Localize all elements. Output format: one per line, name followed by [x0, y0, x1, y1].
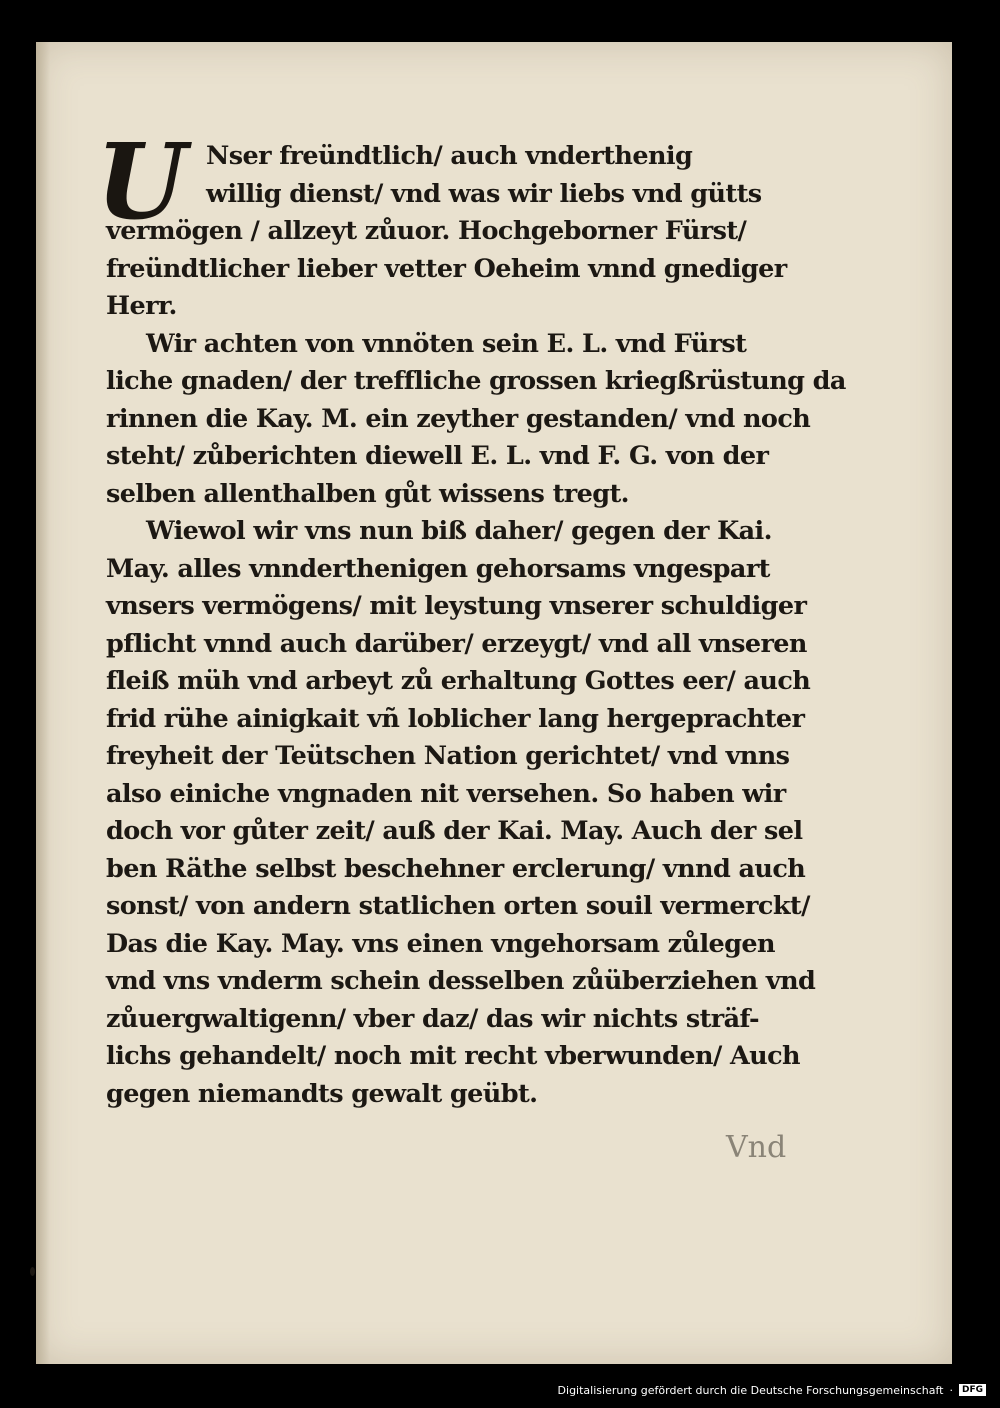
- footer-credit: [558, 1374, 986, 1406]
- dfg-logo: DFG: [959, 1384, 986, 1396]
- body-text: [106, 138, 856, 1113]
- text-line-1: Nser freündtlich/ auch vnderthenig: [206, 141, 693, 171]
- text-line-15: fleiß müh vnd arbeyt zů erhaltung Gottes eer/ auch: [106, 666, 811, 696]
- text-line-22: Das die Kay. May. vns einen vngehorsam zůlegen: [106, 928, 775, 959]
- text-line-18: also einiche vngnaden nit versehen. So haben wir: [106, 778, 786, 809]
- text-line-4: freündtlicher lieber vetter Oeheim vnnd gnediger: [106, 253, 787, 284]
- document-page: [36, 42, 952, 1364]
- text-line-17: freyheit der Teütschen Nation gerichtet/ vnd vnns: [106, 741, 790, 771]
- page-binding-edge: [36, 42, 50, 1364]
- text-line-9: steht/ zůberichten diewell E. L. vnd F. G. von der: [106, 441, 769, 471]
- text-line-16: frid rühe ainigkait vñ loblicher lang hergeprachter: [106, 703, 805, 734]
- text-line-8: rinnen die Kay. M. ein zeyther gestanden/ vnd noch: [106, 403, 811, 434]
- text-line-11: Wiewol wir vns nun biß daher/ gegen der Kai.: [146, 516, 772, 546]
- text-line-5: Herr.: [106, 291, 177, 321]
- footer-separator: ·: [949, 1383, 953, 1397]
- text-line-2: willig dienst/ vnd was wir liebs vnd gütts: [206, 178, 762, 209]
- text-line-12: May. alles vnnderthenigen gehorsams vngespart: [106, 553, 770, 584]
- footer-credit-text: Digitalisierung gefördert durch die Deutsche Forschungsgemeinschaft: [557, 1383, 944, 1397]
- text-line-20: ben Räthe selbst beschehner erclerung/ vnnd auch: [106, 853, 806, 884]
- text-line-3: vermögen / allzeyt zůuor. Hochgeborner Fürst/: [106, 216, 747, 246]
- catchword: Vnd: [726, 1130, 787, 1165]
- text-line-21: sonst/ von andern statlichen orten souil vermerckt/: [106, 891, 810, 921]
- text-line-13: vnsers vermögens/ mit leystung vnserer schuldiger: [106, 591, 807, 621]
- text-line-10: selben allenthalben gůt wissens tregt.: [106, 478, 629, 509]
- text-line-24: zůuergwaltigenn/ vber daz/ das wir nichts sträf-: [106, 1003, 759, 1034]
- text-line-14: pflicht vnnd auch darüber/ erzeygt/ vnd all vnseren: [106, 628, 807, 659]
- drop-cap-initial: U: [96, 120, 187, 243]
- text-line-25: lichs gehandelt/ noch mit recht vberwunden/ Auch: [106, 1041, 800, 1071]
- text-line-6: Wir achten von vnnöten sein E. L. vnd Fürst: [146, 328, 747, 359]
- ink-speck: [30, 1267, 35, 1276]
- text-line-7: liche gnaden/ der treffliche grossen kriegßrüstung da: [106, 366, 846, 396]
- text-line-23: vnd vns vnderm schein desselben zůüberziehen vnd: [106, 966, 816, 996]
- text-line-26: gegen niemandts gewalt geübt.: [106, 1078, 538, 1109]
- text-line-19: doch vor gůter zeit/ auß der Kai. May. Auch der sel: [106, 816, 803, 846]
